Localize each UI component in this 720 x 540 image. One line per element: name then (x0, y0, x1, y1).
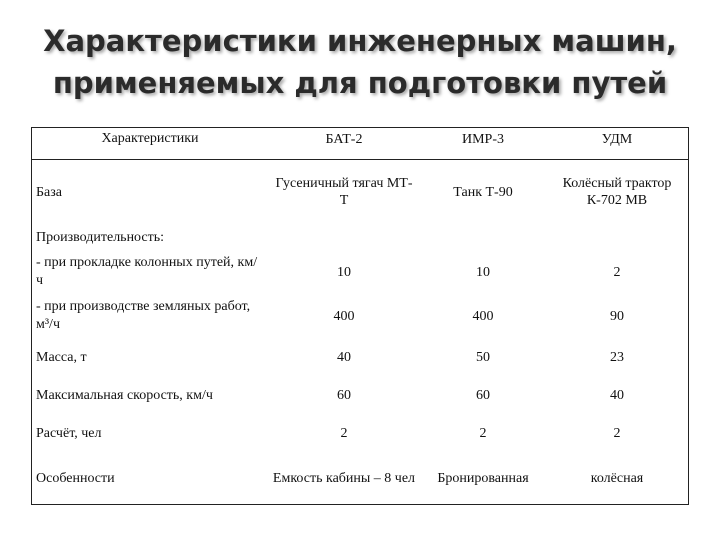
row-label: - при прокладке колонных путей, км/ч (36, 255, 258, 288)
cell-value: Танк Т-90 (453, 184, 513, 200)
table-row (32, 294, 689, 338)
cell-value: Колёсный трактор К-702 МВ (562, 176, 672, 208)
table-row (32, 338, 689, 376)
row-label: Особенности (36, 470, 115, 486)
cell-value: 2 (479, 425, 487, 441)
cell-value: 10 (476, 264, 490, 280)
table-row (32, 250, 689, 294)
cell-value (420, 224, 546, 250)
title-line-2: применяемых для подготовки путей (52, 66, 668, 100)
row-label: Расчёт, чел (36, 425, 102, 441)
cell-value: Гусеничный тягач МТ-Т (275, 176, 413, 208)
cell-value: 90 (610, 308, 624, 324)
cell-value: 50 (476, 349, 490, 365)
cell-value: 2 (613, 425, 621, 441)
cell-value: 400 (472, 308, 494, 324)
row-label: - при производстве земляных работ, м³/ч (36, 299, 251, 332)
cell-value: 400 (333, 308, 355, 324)
cell-value: 40 (610, 387, 624, 403)
table-row (32, 452, 689, 505)
row-label: Максимальная скорость, км/ч (36, 387, 213, 403)
table-row (32, 376, 689, 414)
table-header-row (32, 128, 689, 160)
cell-value: 23 (610, 349, 624, 365)
cell-value: Емкость кабины – 8 чел (272, 470, 416, 486)
table-row (32, 160, 689, 225)
header-bat-2: БАТ-2 (268, 128, 420, 160)
table-row (32, 224, 689, 250)
header-imr-3: ИМР-3 (420, 128, 546, 160)
cell-value (268, 224, 420, 250)
cell-value: 10 (337, 264, 351, 280)
cell-value: 2 (340, 425, 348, 441)
cell-value: 40 (337, 349, 351, 365)
row-label: Масса, т (36, 349, 87, 365)
slide-title (0, 20, 720, 104)
table-row (32, 414, 689, 452)
cell-value: 60 (337, 387, 351, 403)
characteristics-table (31, 127, 689, 505)
cell-value: 60 (476, 387, 490, 403)
header-characteristics: Характеристики (32, 128, 269, 160)
row-label: Производительность: (36, 229, 165, 245)
title-line-1: Характеристики инженерных машин, (43, 24, 677, 58)
row-label: База (36, 184, 62, 200)
cell-value: Бронированная (437, 470, 529, 486)
cell-value: колёсная (590, 470, 644, 486)
header-udm: УДМ (546, 128, 689, 160)
cell-value (546, 224, 689, 250)
cell-value: 2 (613, 264, 621, 280)
